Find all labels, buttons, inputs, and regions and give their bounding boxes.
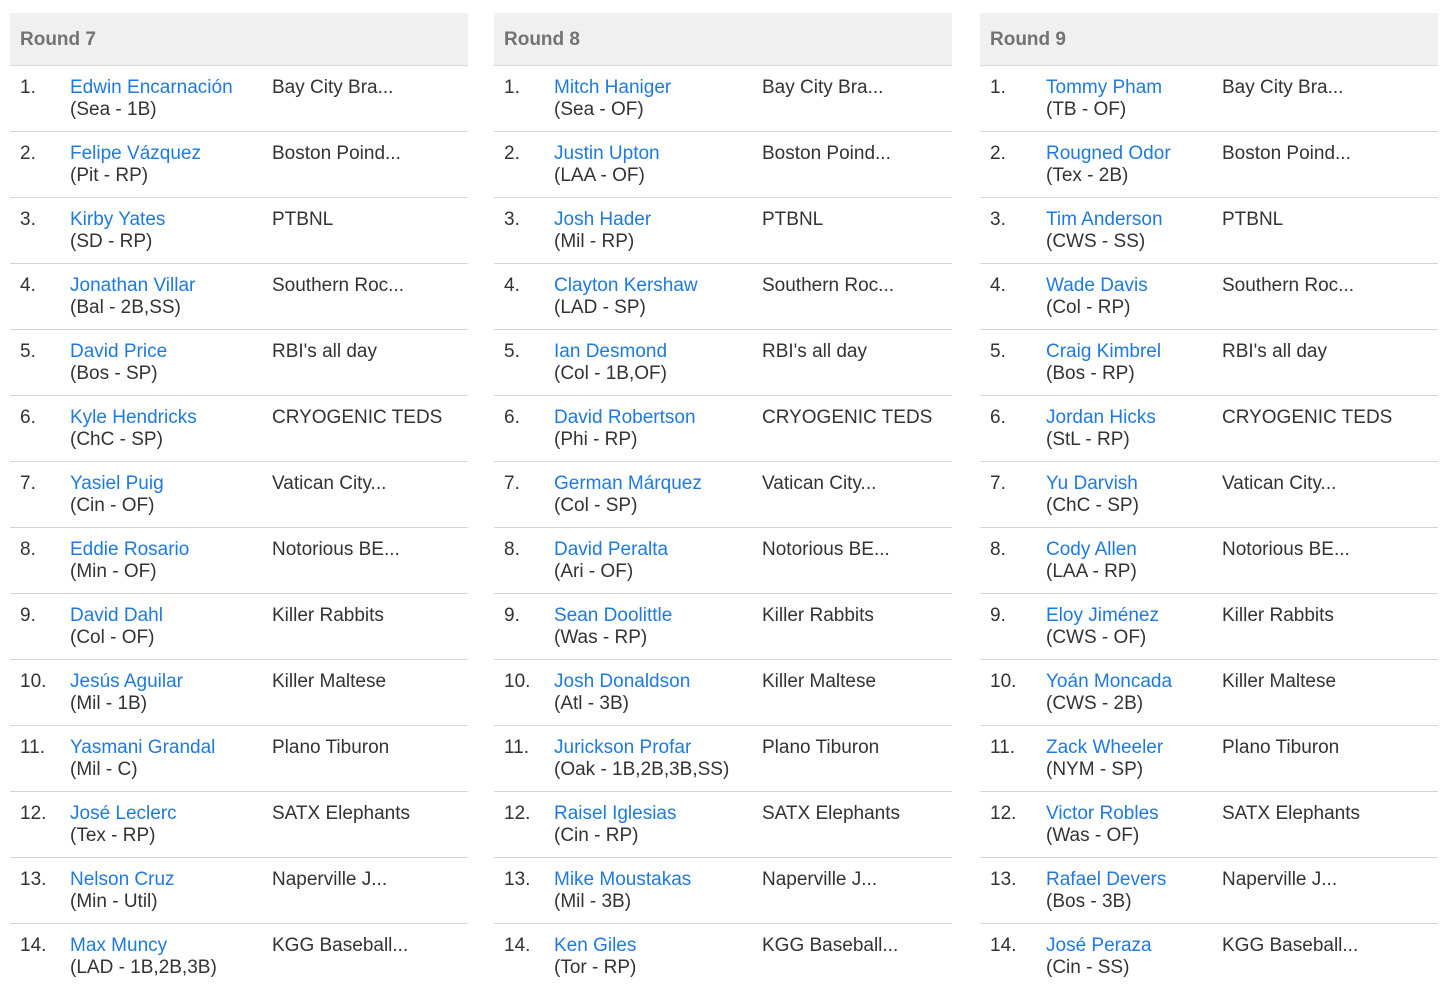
pick-number: 10. [20, 671, 47, 692]
player-name-link[interactable]: Tommy Pham [1046, 77, 1163, 98]
pick-number: 12. [990, 803, 1017, 824]
fantasy-team-name: CRYOGENIC TEDS [272, 407, 443, 428]
fantasy-team-name: Vatican City... [762, 473, 877, 494]
player-cell [554, 605, 672, 649]
player-name-link[interactable]: José Leclerc [70, 803, 177, 824]
pick-number: 11. [990, 737, 1016, 758]
player-name-link[interactable]: Kirby Yates [70, 209, 166, 230]
pick-row [10, 462, 468, 528]
player-cell [554, 869, 691, 913]
pick-row [10, 858, 468, 924]
player-name-link[interactable]: Mitch Haniger [554, 77, 672, 98]
player-team-position: (Col - RP) [1046, 297, 1131, 318]
pick-row [494, 198, 952, 264]
player-name-link[interactable]: Rougned Odor [1046, 143, 1171, 164]
player-cell [70, 275, 195, 319]
pick-number: 1. [990, 77, 1006, 98]
player-name-link[interactable]: David Dahl [70, 605, 163, 626]
player-cell [554, 737, 729, 781]
round-column-2 [494, 13, 952, 990]
pick-row [10, 264, 468, 330]
player-name-link[interactable]: Josh Donaldson [554, 671, 691, 692]
round-column-3 [980, 13, 1438, 990]
fantasy-team-name: Plano Tiburon [272, 737, 390, 758]
player-team-position: (StL - RP) [1046, 429, 1130, 450]
fantasy-team-name: SATX Elephants [762, 803, 901, 824]
pick-row [980, 660, 1438, 726]
pick-row [10, 198, 468, 264]
player-team-position: (Atl - 3B) [554, 693, 629, 714]
player-cell [1046, 671, 1172, 715]
fantasy-team-name: Killer Rabbits [1222, 605, 1334, 626]
pick-number: 7. [990, 473, 1006, 494]
fantasy-team-name: Southern Roc... [762, 275, 895, 296]
pick-row [980, 66, 1438, 132]
pick-row [980, 396, 1438, 462]
player-cell [70, 143, 201, 187]
pick-number: 7. [20, 473, 36, 494]
fantasy-team-name: PTBNL [272, 209, 334, 230]
fantasy-team-name: RBI's all day [272, 341, 378, 362]
fantasy-team-name: Plano Tiburon [1222, 737, 1340, 758]
player-team-position: (Phi - RP) [554, 429, 638, 450]
pick-number: 9. [990, 605, 1006, 626]
player-name-link[interactable]: Eloy Jiménez [1046, 605, 1159, 626]
fantasy-team-name: Plano Tiburon [762, 737, 880, 758]
fantasy-team-name: Vatican City... [1222, 473, 1337, 494]
pick-row [494, 858, 952, 924]
pick-number: 14. [990, 935, 1017, 956]
pick-number: 12. [504, 803, 531, 824]
pick-number: 14. [504, 935, 531, 956]
fantasy-team-name: Naperville J... [1222, 869, 1338, 890]
fantasy-team-name: Killer Maltese [762, 671, 877, 692]
player-cell [1046, 77, 1162, 121]
player-team-position: (Min - Util) [70, 891, 158, 912]
pick-row [10, 594, 468, 660]
fantasy-team-name: Boston Poind... [272, 143, 401, 164]
pick-number: 9. [20, 605, 36, 626]
player-team-position: (Oak - 1B,2B,3B,SS) [554, 759, 730, 780]
pick-row [10, 132, 468, 198]
player-name-link[interactable]: Jordan Hicks [1046, 407, 1156, 428]
player-team-position: (Tex - 2B) [1046, 165, 1129, 186]
player-cell [70, 341, 167, 385]
pick-number: 8. [990, 539, 1006, 560]
pick-row [980, 330, 1438, 396]
player-name-link[interactable]: Felipe Vázquez [70, 143, 201, 164]
player-name-link[interactable]: Yu Darvish [1046, 473, 1138, 494]
pick-row [494, 792, 952, 858]
player-team-position: (ChC - SP) [70, 429, 163, 450]
player-name-link[interactable]: Yasmani Grandal [70, 737, 216, 758]
player-team-position: (Ari - OF) [554, 561, 634, 582]
fantasy-team-name: RBI's all day [762, 341, 868, 362]
player-name-link[interactable]: David Peralta [554, 539, 669, 560]
player-team-position: (Mil - C) [70, 759, 138, 780]
player-name-link[interactable]: Jurickson Profar [554, 737, 692, 758]
pick-number: 1. [20, 77, 36, 98]
fantasy-team-name: Notorious BE... [762, 539, 890, 560]
player-team-position: (CWS - 2B) [1046, 693, 1144, 714]
pick-row [980, 528, 1438, 594]
pick-number: 13. [20, 869, 47, 890]
player-cell [554, 935, 636, 979]
fantasy-team-name: Naperville J... [272, 869, 388, 890]
player-name-link[interactable]: Kyle Hendricks [70, 407, 197, 428]
round-title: Round 8 [494, 13, 952, 66]
player-cell [1046, 275, 1148, 319]
pick-row [494, 528, 952, 594]
player-team-position: (Bos - RP) [1046, 363, 1135, 384]
fantasy-team-name: Killer Maltese [1222, 671, 1337, 692]
pick-number: 6. [990, 407, 1006, 428]
pick-row [10, 66, 468, 132]
round-column-1 [10, 13, 468, 990]
player-name-link[interactable]: German Márquez [554, 473, 702, 494]
pick-number: 4. [990, 275, 1006, 296]
pick-number: 5. [990, 341, 1006, 362]
player-team-position: (LAD - SP) [554, 297, 646, 318]
fantasy-team-name: KGG Baseball... [762, 935, 899, 956]
pick-row [980, 132, 1438, 198]
pick-row [980, 264, 1438, 330]
pick-number: 12. [20, 803, 47, 824]
pick-number: 10. [504, 671, 531, 692]
player-name-link[interactable]: Raisel Iglesias [554, 803, 677, 824]
player-team-position: (NYM - SP) [1046, 759, 1144, 780]
player-cell [1046, 143, 1171, 187]
pick-row [494, 264, 952, 330]
player-name-link[interactable]: David Robertson [554, 407, 696, 428]
player-cell [70, 209, 165, 253]
player-cell [70, 803, 177, 847]
player-cell [1046, 803, 1159, 847]
player-name-link[interactable]: Clayton Kershaw [554, 275, 698, 296]
pick-number: 13. [504, 869, 531, 890]
player-team-position: (LAD - 1B,2B,3B) [70, 957, 217, 978]
pick-number: 9. [504, 605, 520, 626]
fantasy-team-name: Boston Poind... [762, 143, 891, 164]
player-cell [70, 77, 233, 121]
fantasy-team-name: RBI's all day [1222, 341, 1328, 362]
player-cell [70, 539, 189, 583]
pick-row [10, 660, 468, 726]
pick-row [494, 66, 952, 132]
pick-row [10, 528, 468, 594]
pick-number: 3. [20, 209, 36, 230]
player-name-link[interactable]: Ian Desmond [554, 341, 668, 362]
player-name-link[interactable]: Yoán Moncada [1046, 671, 1173, 692]
player-name-link[interactable]: Mike Moustakas [554, 869, 692, 890]
player-team-position: (Mil - 1B) [70, 693, 148, 714]
player-name-link[interactable]: Nelson Cruz [70, 869, 175, 890]
pick-row [980, 198, 1438, 264]
player-cell [70, 935, 217, 979]
player-team-position: (TB - OF) [1046, 99, 1127, 120]
pick-number: 11. [504, 737, 530, 758]
pick-number: 14. [20, 935, 47, 956]
player-team-position: (Pit - RP) [70, 165, 149, 186]
player-name-link[interactable]: Craig Kimbrel [1046, 341, 1162, 362]
player-cell [1046, 407, 1156, 451]
pick-number: 3. [990, 209, 1006, 230]
fantasy-team-name: Naperville J... [762, 869, 878, 890]
player-name-link[interactable]: Rafael Devers [1046, 869, 1167, 890]
player-cell [1046, 209, 1163, 253]
player-team-position: (SD - RP) [70, 231, 153, 252]
player-cell [70, 473, 164, 517]
player-cell [1046, 869, 1166, 913]
player-name-link[interactable]: Victor Robles [1046, 803, 1159, 824]
pick-row [494, 396, 952, 462]
player-name-link[interactable]: David Price [70, 341, 168, 362]
player-team-position: (Min - OF) [70, 561, 157, 582]
pick-row [980, 924, 1438, 990]
player-name-link[interactable]: Justin Upton [554, 143, 660, 164]
fantasy-team-name: Bay City Bra... [762, 77, 884, 98]
pick-number: 2. [20, 143, 36, 164]
fantasy-team-name: Bay City Bra... [272, 77, 394, 98]
pick-number: 5. [20, 341, 36, 362]
player-team-position: (Bal - 2B,SS) [70, 297, 181, 318]
player-name-link[interactable]: Cody Allen [1046, 539, 1137, 560]
fantasy-team-name: SATX Elephants [1222, 803, 1361, 824]
player-cell [554, 539, 668, 583]
pick-row [980, 594, 1438, 660]
pick-row [494, 330, 952, 396]
player-team-position: (ChC - SP) [1046, 495, 1139, 516]
pick-row [494, 660, 952, 726]
player-name-link[interactable]: Tim Anderson [1046, 209, 1163, 230]
pick-number: 3. [504, 209, 520, 230]
player-cell [1046, 473, 1139, 517]
player-cell [1046, 341, 1161, 385]
player-name-link[interactable]: Ken Giles [554, 935, 637, 956]
pick-number: 4. [20, 275, 36, 296]
player-cell [70, 605, 163, 649]
pick-row [494, 462, 952, 528]
player-team-position: (Cin - OF) [70, 495, 155, 516]
player-cell [1046, 935, 1152, 979]
player-cell [554, 275, 698, 319]
fantasy-team-name: Bay City Bra... [1222, 77, 1344, 98]
pick-number: 2. [504, 143, 520, 164]
pick-number: 10. [990, 671, 1017, 692]
pick-number: 7. [504, 473, 520, 494]
pick-row [10, 924, 468, 990]
pick-number: 13. [990, 869, 1017, 890]
player-team-position: (CWS - OF) [1046, 627, 1147, 648]
player-team-position: (Col - OF) [70, 627, 155, 648]
player-name-link[interactable]: Jonathan Villar [70, 275, 196, 296]
player-name-link[interactable]: Eddie Rosario [70, 539, 190, 560]
player-cell [554, 77, 671, 121]
player-team-position: (LAA - RP) [1046, 561, 1137, 582]
player-name-link[interactable]: Yasiel Puig [70, 473, 164, 494]
fantasy-team-name: KGG Baseball... [272, 935, 409, 956]
player-cell [70, 869, 175, 913]
player-cell [554, 473, 702, 517]
fantasy-team-name: Notorious BE... [1222, 539, 1350, 560]
player-cell [1046, 737, 1163, 781]
pick-number: 6. [20, 407, 36, 428]
round-title: Round 7 [10, 13, 468, 66]
player-team-position: (Was - OF) [1046, 825, 1140, 846]
pick-row [494, 726, 952, 792]
pick-number: 8. [20, 539, 36, 560]
player-name-link[interactable]: Jesús Aguilar [70, 671, 184, 692]
pick-number: 8. [504, 539, 520, 560]
fantasy-team-name: KGG Baseball... [1222, 935, 1359, 956]
round-title: Round 9 [980, 13, 1438, 66]
fantasy-team-name: SATX Elephants [272, 803, 411, 824]
player-cell [1046, 539, 1137, 583]
player-name-link[interactable]: Wade Davis [1046, 275, 1148, 296]
pick-row [494, 924, 952, 990]
player-cell [554, 671, 690, 715]
player-team-position: (Mil - 3B) [554, 891, 632, 912]
player-team-position: (Sea - OF) [554, 99, 644, 120]
player-team-position: (Mil - RP) [554, 231, 635, 252]
fantasy-team-name: CRYOGENIC TEDS [1222, 407, 1393, 428]
player-name-link[interactable]: Zack Wheeler [1046, 737, 1164, 758]
pick-number: 6. [504, 407, 520, 428]
fantasy-team-name: PTBNL [762, 209, 824, 230]
pick-row [980, 462, 1438, 528]
player-cell [554, 341, 667, 385]
pick-row [10, 330, 468, 396]
fantasy-team-name: Notorious BE... [272, 539, 400, 560]
pick-row [980, 858, 1438, 924]
fantasy-team-name: Killer Rabbits [272, 605, 384, 626]
pick-row [10, 792, 468, 858]
pick-row [494, 594, 952, 660]
player-team-position: (Tex - RP) [70, 825, 156, 846]
pick-number: 11. [20, 737, 46, 758]
player-name-link[interactable]: José Peraza [1046, 935, 1152, 956]
player-team-position: (Bos - 3B) [1046, 891, 1132, 912]
pick-row [980, 792, 1438, 858]
fantasy-team-name: Vatican City... [272, 473, 387, 494]
fantasy-team-name: CRYOGENIC TEDS [762, 407, 933, 428]
pick-row [10, 726, 468, 792]
fantasy-team-name: PTBNL [1222, 209, 1284, 230]
player-name-link[interactable]: Edwin Encarnación [70, 77, 233, 98]
player-name-link[interactable]: Max Muncy [70, 935, 168, 956]
player-team-position: (LAA - OF) [554, 165, 645, 186]
player-team-position: (Sea - 1B) [70, 99, 157, 120]
fantasy-team-name: Southern Roc... [272, 275, 405, 296]
player-cell [554, 143, 660, 187]
player-team-position: (Bos - SP) [70, 363, 158, 384]
player-cell [70, 407, 197, 451]
player-name-link[interactable]: Sean Doolittle [554, 605, 673, 626]
fantasy-team-name: Killer Rabbits [762, 605, 874, 626]
pick-row [494, 132, 952, 198]
pick-number: 1. [504, 77, 520, 98]
player-team-position: (Cin - RP) [554, 825, 639, 846]
player-name-link[interactable]: Josh Hader [554, 209, 652, 230]
player-team-position: (Cin - SS) [1046, 957, 1130, 978]
player-cell [70, 737, 215, 781]
player-cell [554, 803, 677, 847]
pick-row [10, 396, 468, 462]
player-team-position: (Tor - RP) [554, 957, 637, 978]
player-cell [554, 209, 651, 253]
player-cell [554, 407, 696, 451]
fantasy-team-name: Boston Poind... [1222, 143, 1351, 164]
pick-row [980, 726, 1438, 792]
player-team-position: (CWS - SS) [1046, 231, 1146, 252]
fantasy-team-name: Killer Maltese [272, 671, 387, 692]
player-cell [70, 671, 183, 715]
pick-number: 5. [504, 341, 520, 362]
player-cell [1046, 605, 1159, 649]
player-team-position: (Col - 1B,OF) [554, 363, 667, 384]
player-team-position: (Col - SP) [554, 495, 638, 516]
pick-number: 2. [990, 143, 1006, 164]
fantasy-team-name: Southern Roc... [1222, 275, 1355, 296]
player-team-position: (Was - RP) [554, 627, 648, 648]
pick-number: 4. [504, 275, 520, 296]
